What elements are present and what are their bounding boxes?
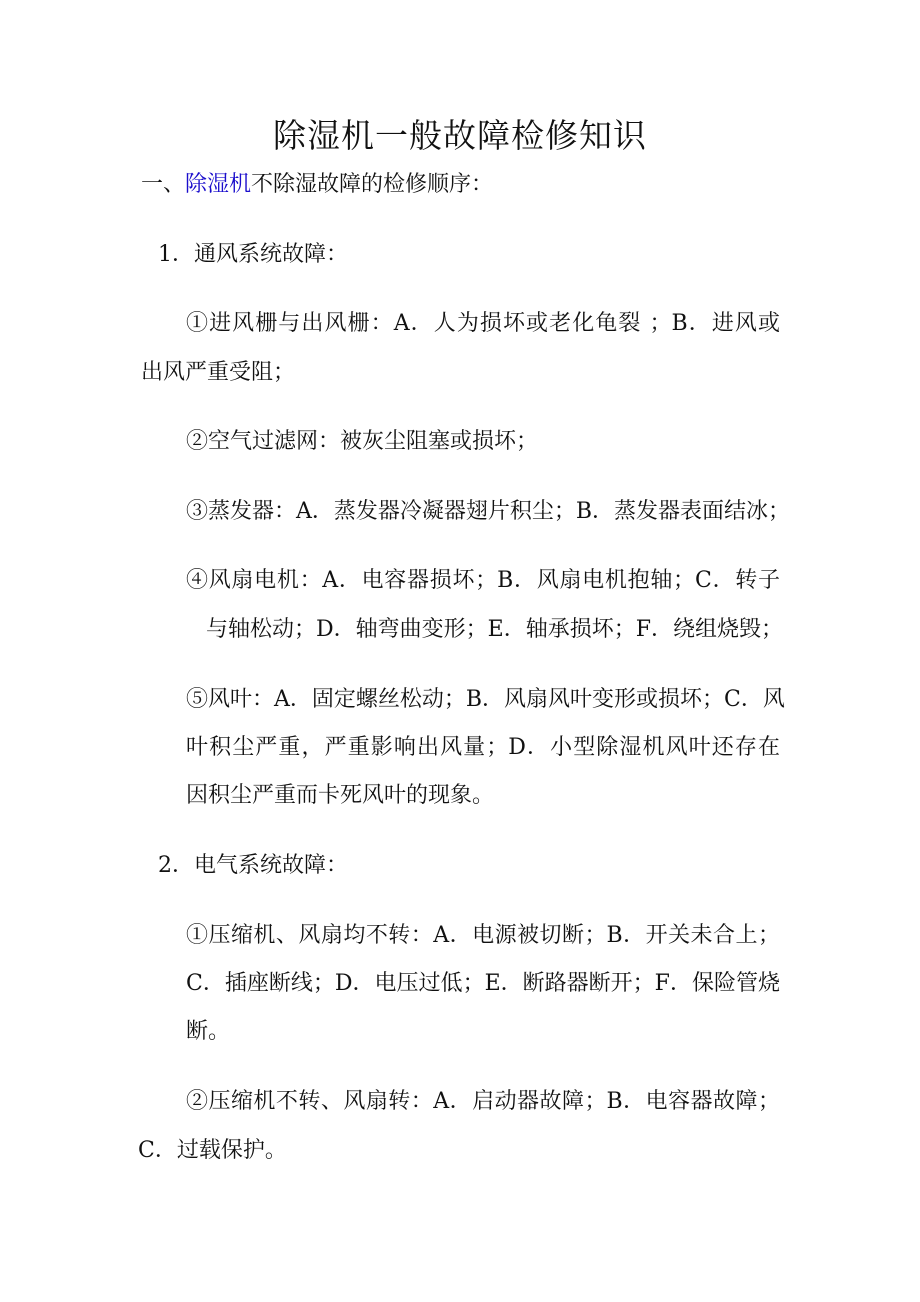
electrical-item-1-line-2: C．插座断线；D．电压过低；E．断路器断开；F．保险管烧 xyxy=(186,971,780,996)
ventilation-item-3-line-1: ③蒸发器：A．蒸发器冷凝器翅片积尘；B．蒸发器表面结冰； xyxy=(186,499,791,524)
ventilation-item-4-line-1: ④风扇电机：A．电容器损坏；B．风扇电机抱轴；C．转子 xyxy=(186,568,780,593)
section-number: 一、 xyxy=(141,172,186,197)
subsection-heading-electrical: 2．电气系统故障： xyxy=(158,853,348,878)
electrical-item-2-line-1: ②压缩机不转、风扇转：A．启动器故障；B．电容器故障； xyxy=(186,1089,780,1114)
section-heading-1 xyxy=(141,169,493,201)
section-heading-text: 不除湿故障的检修顺序： xyxy=(251,172,494,197)
page-title: 除湿机一般故障检修知识 xyxy=(273,116,647,155)
ventilation-item-4-line-2: 与轴松动；D．轴弯曲变形；E．轴承损坏；F．绕组烧毁； xyxy=(206,617,783,642)
subsection-heading-ventilation: 1．通风系统故障： xyxy=(158,242,348,267)
ventilation-item-5-line-2: 叶积尘严重，严重影响出风量；D．小型除湿机风叶还存在 xyxy=(186,735,780,760)
ventilation-item-1-line-2: 出风严重受阻； xyxy=(141,360,296,385)
ventilation-item-5-line-1: ⑤风叶：A．固定螺丝松动；B．风扇风叶变形或损坏；C．风 xyxy=(186,687,785,712)
electrical-item-1-line-1: ①压缩机、风扇均不转：A．电源被切断；B．开关未合上； xyxy=(186,923,780,948)
electrical-item-2-line-2: C．过载保护。 xyxy=(138,1138,287,1163)
ventilation-item-5-line-3: 因积尘严重而卡死风叶的现象。 xyxy=(186,783,495,808)
ventilation-item-1-line-1: ①进风栅与出风栅：A．人为损坏或老化龟裂 ；B．进风或 xyxy=(186,311,780,336)
electrical-item-1-line-3: 断。 xyxy=(186,1019,231,1044)
ventilation-item-2-line-1: ②空气过滤网：被灰尘阻塞或损坏； xyxy=(186,429,539,454)
dehumidifier-link[interactable]: 除湿机 xyxy=(185,172,252,197)
